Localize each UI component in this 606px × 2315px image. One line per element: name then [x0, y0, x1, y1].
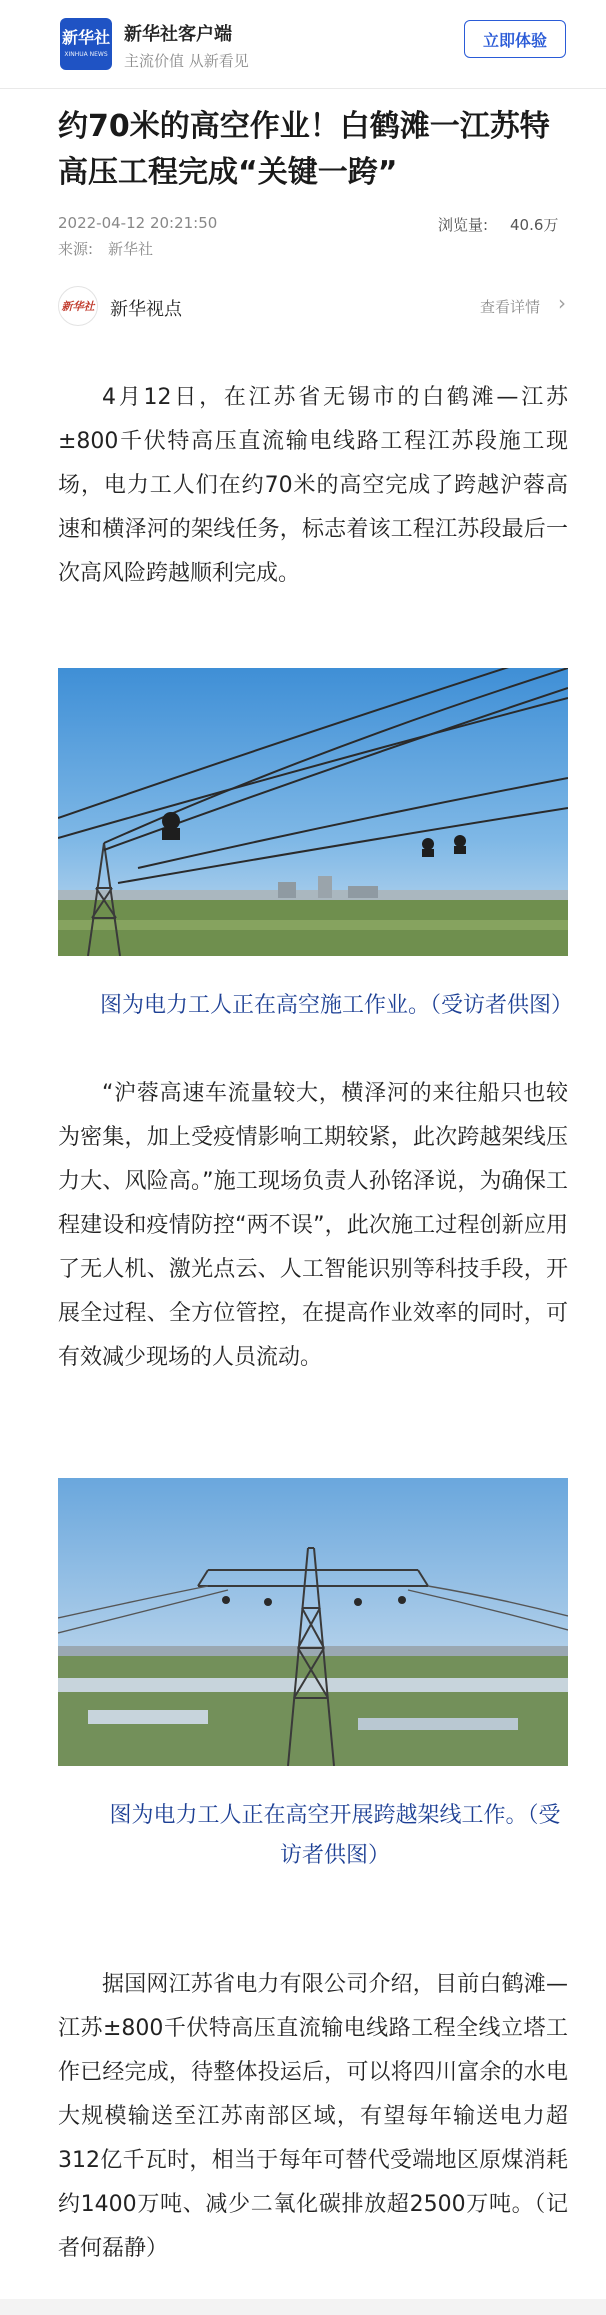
app-header — [0, 0, 606, 89]
view-details-link[interactable]: 查看详情 — [480, 298, 541, 316]
author-name[interactable]: 新华视点 — [110, 299, 182, 320]
app-slogan: 主流价值 从新看见 — [124, 52, 249, 70]
app-logo-text: 新华社 — [61, 28, 110, 47]
author-avatar[interactable]: 新华社 — [58, 286, 98, 326]
bottom-divider — [0, 2299, 606, 2315]
article-title: 约70米的高空作业！白鹤滩一江苏特高压工程完成“关键一跨” — [58, 109, 550, 190]
source-label: 来源: — [58, 240, 94, 258]
open-app-button[interactable]: 立即体验 — [464, 20, 566, 58]
app-logo-subtext: XINHUA NEWS — [64, 51, 108, 58]
article-photo[interactable] — [58, 1478, 568, 1766]
views-count: 40.6万 — [510, 216, 559, 234]
article-paragraph: 据国网江苏省电力有限公司介绍，目前白鹤滩—江苏±800千伏特高压直流输电线路工程全线立塔工作已经完成，待整体投运后，可以将四川富余的水电大规模输送至江苏南部区域，有望每年输送电力超312亿千瓦时，相当于每年可替代受端地区原煤消耗约1400万吨、减少二氧化碳排放超2500万吨。（记者何磊静） — [58, 1972, 568, 2261]
photo-caption: 图为电力工人正在高空开展跨越架线工作。（受访者供图） — [109, 1803, 561, 1868]
article-datetime: 2022-04-12 20:21:50 — [58, 214, 218, 232]
views-label: 浏览量: — [438, 216, 489, 234]
app-name: 新华社客户端 — [124, 24, 232, 45]
chevron-right-icon[interactable]: › — [558, 291, 566, 315]
article-source: 新华社 — [108, 240, 154, 258]
photo-caption: 图为电力工人正在高空施工作业。（受访者供图） — [100, 993, 574, 1018]
article-paragraph: “沪蓉高速车流量较大，横泽河的来往船只也较为密集，加上受疫情影响工期较紧，此次跨越架线压力大、风险高。”施工现场负责人孙铭泽说，为确保工程建设和疫情防控“两不误”，此次施工过程创新应用了无人机、激光点云、人工智能识别等科技手段，开展全过程、全方位管控，在提高作业效率的同时，可有效减少现场的人员流动。 — [58, 1081, 568, 1370]
article-paragraph: 4月12日，在江苏省无锡市的白鹤滩—江苏±800千伏特高压直流输电线路工程江苏段施工现场，电力工人们在约70米的高空完成了跨越沪蓉高速和横泽河的架线任务，标志着该工程江苏段最后一次高风险跨越顺利完成。 — [58, 385, 568, 586]
app-logo[interactable] — [60, 18, 112, 70]
article-photo[interactable] — [58, 668, 568, 956]
